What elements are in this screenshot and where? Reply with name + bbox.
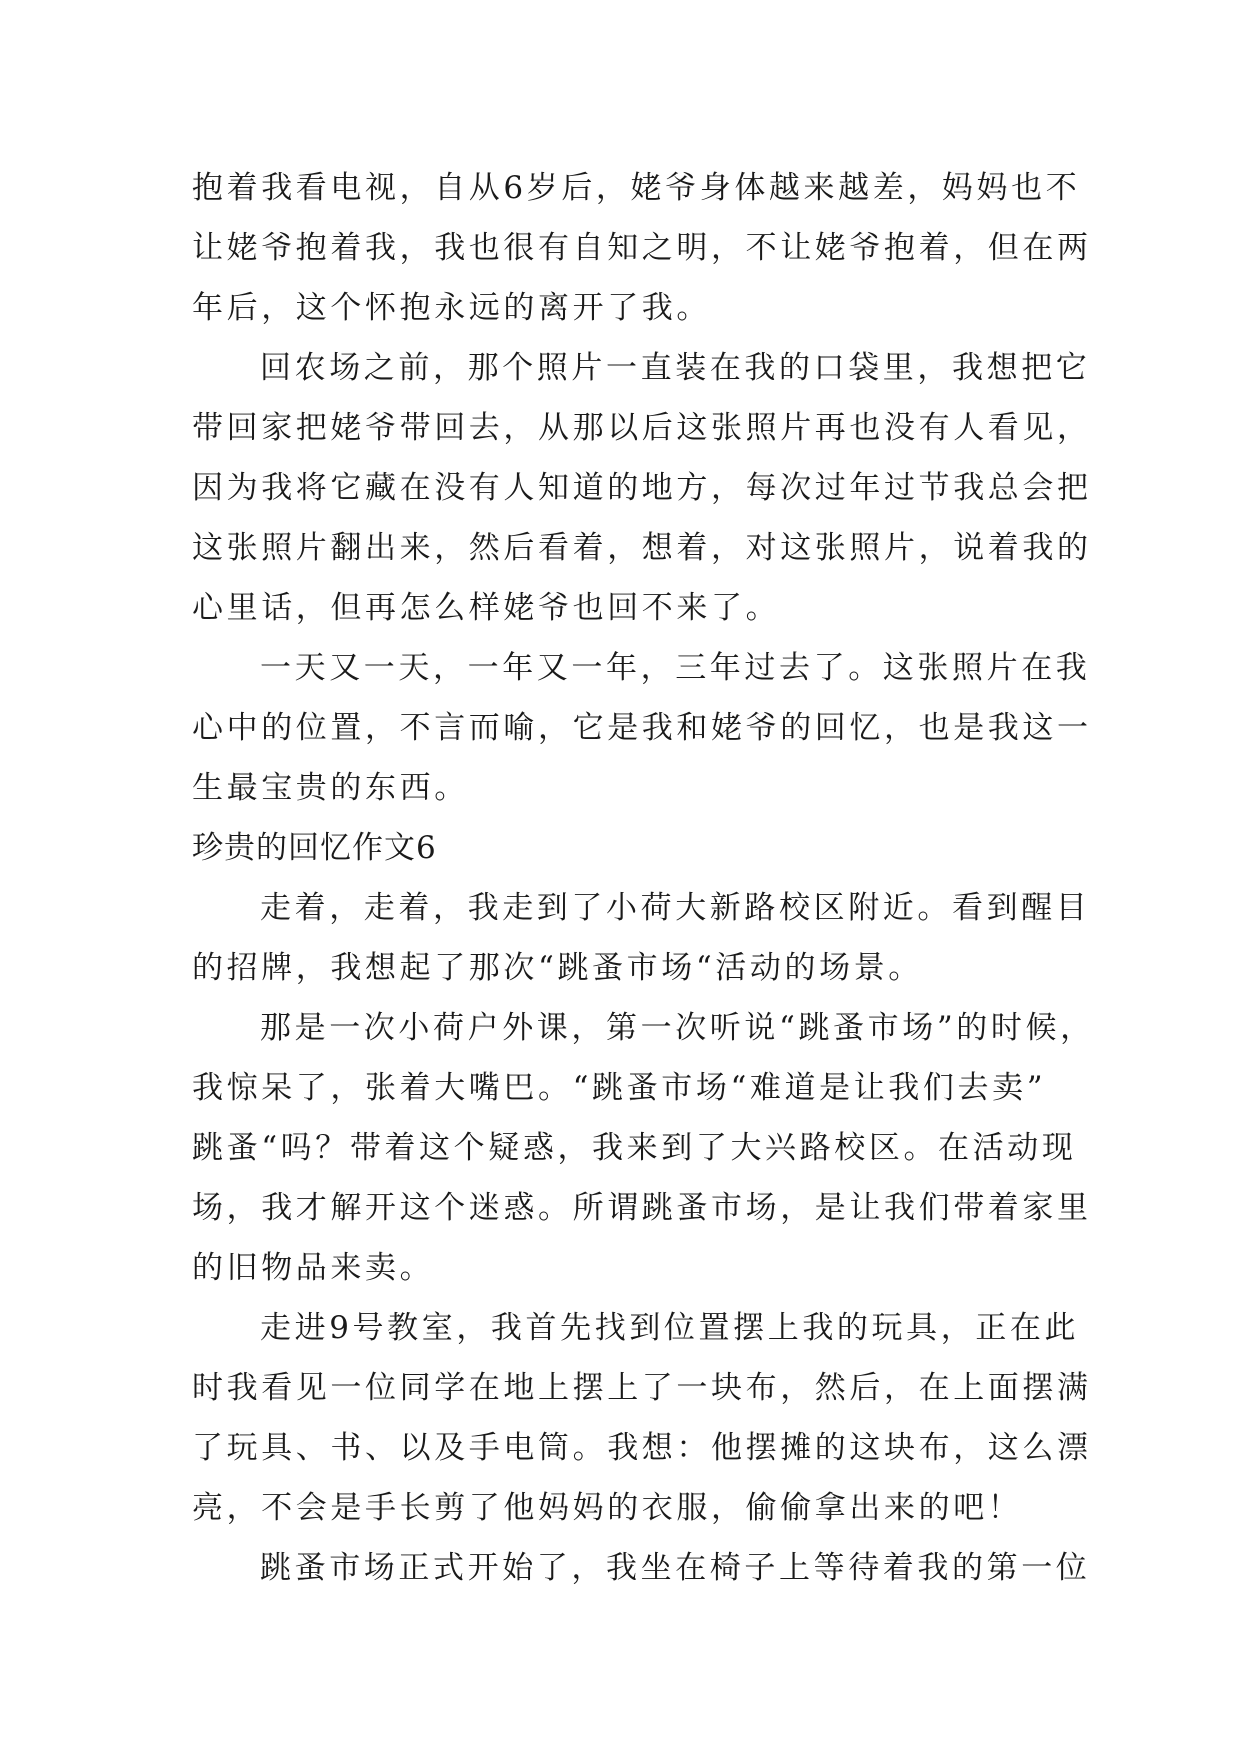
paragraph-first-line: 那是一次小荷户外课，第一次听说“跳蚤市场”的时候， bbox=[260, 1010, 1095, 1046]
text-line: 场，我才解开这个迷惑。所谓跳蚤市场，是让我们带着家里 bbox=[192, 1190, 1092, 1226]
essay-body bbox=[192, 158, 1095, 1598]
text-line: 的招牌，我想起了那次“跳蚤市场“活动的场景。 bbox=[192, 950, 923, 986]
text-line: 年后，这个怀抱永远的离开了我。 bbox=[192, 290, 711, 326]
paragraph-first-line: 走着，走着，我走到了小荷大新路校区附近。看到醒目 bbox=[260, 890, 1091, 926]
text-line: 我惊呆了，张着大嘴巴。“跳蚤市场“难道是让我们去卖” bbox=[192, 1070, 1047, 1106]
text-line: 抱着我看电视，自从6岁后，姥爷身体越来越差，妈妈也不 bbox=[192, 170, 1081, 206]
paragraph-first-line: 一天又一天，一年又一年，三年过去了。这张照片在我 bbox=[260, 650, 1091, 686]
text-line: 亮，不会是手长剪了他妈妈的衣服，偷偷拿出来的吧！ bbox=[192, 1490, 1023, 1526]
paragraph-first-line: 跳蚤市场正式开始了，我坐在椅子上等待着我的第一位 bbox=[260, 1550, 1091, 1586]
text-line: 的旧物品来卖。 bbox=[192, 1250, 435, 1286]
essay-heading: 珍贵的回忆作文6 bbox=[192, 830, 437, 866]
text-line: 跳蚤“吗？带着这个疑惑，我来到了大兴路校区。在活动现 bbox=[192, 1130, 1077, 1166]
text-line: 因为我将它藏在没有人知道的地方，每次过年过节我总会把 bbox=[192, 470, 1092, 506]
paragraph-first-line: 回农场之前，那个照片一直装在我的口袋里，我想把它 bbox=[260, 350, 1091, 386]
text-line: 了玩具、书、以及手电筒。我想：他摆摊的这块布，这么漂 bbox=[192, 1430, 1092, 1466]
text-line: 让姥爷抱着我，我也很有自知之明，不让姥爷抱着，但在两 bbox=[192, 230, 1092, 266]
text-line: 时我看见一位同学在地上摆上了一块布，然后，在上面摆满 bbox=[192, 1370, 1092, 1406]
text-line: 生最宝贵的东西。 bbox=[192, 770, 469, 806]
paragraph-first-line: 走进9号教室，我首先找到位置摆上我的玩具，正在此 bbox=[260, 1310, 1080, 1346]
text-line: 带回家把姥爷带回去，从那以后这张照片再也没有人看见， bbox=[192, 410, 1092, 446]
text-line: 这张照片翻出来，然后看着，想着，对这张照片，说着我的 bbox=[192, 530, 1092, 566]
text-line: 心中的位置，不言而喻，它是我和姥爷的回忆，也是我这一 bbox=[192, 710, 1092, 746]
text-line: 心里话，但再怎么样姥爷也回不来了。 bbox=[192, 590, 781, 626]
